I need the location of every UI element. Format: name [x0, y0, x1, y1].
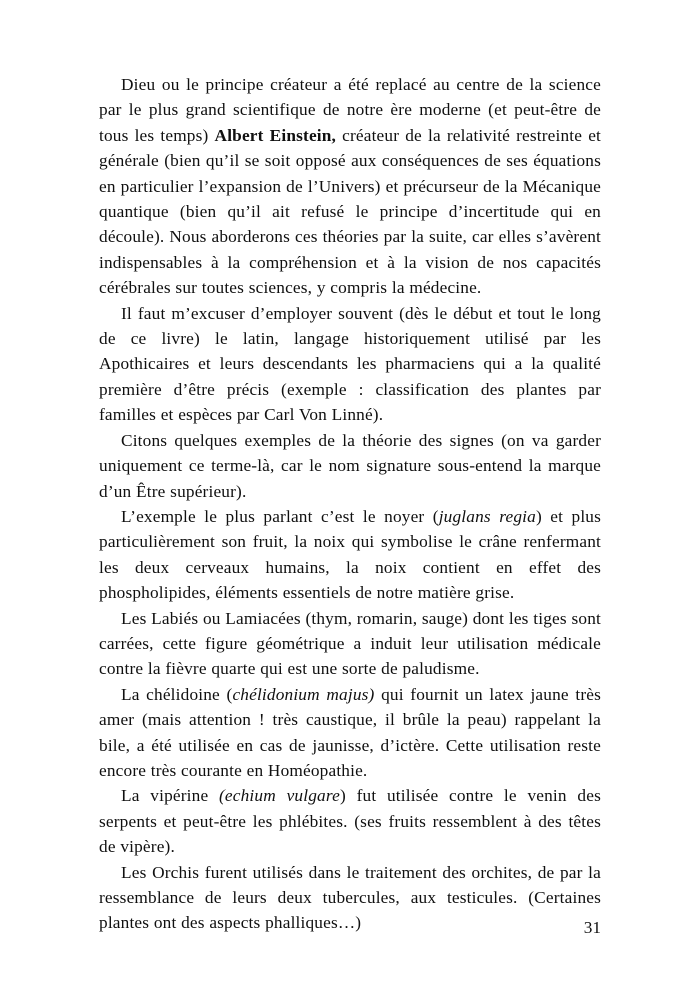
text-run: Citons quelques exemples de la théorie des signes (on va garder uniquement ce terme-là, car le nom signature sous-entend la marque d’un Être supérieur). [99, 430, 601, 501]
text-run: ) et plus particulièrement son fruit, la noix qui symbolise le crâne renfermant les deux cerveaux humains, la noix contient en effet des phospholipides, éléments essentiels de notre matière grise. [99, 506, 602, 603]
text-run: Dieu ou le principe créateur a été replacé au centre de la science par le plus grand scientifique de notre ère moderne (et peut-être de tous les temps) [99, 75, 601, 145]
emphasis-italic: juglans regia [438, 506, 536, 526]
paragraph-1 [99, 72, 601, 301]
page-number: 31 [583, 918, 601, 937]
emphasis-italic: chélidonium majus) [232, 684, 375, 704]
paragraph-2 [99, 301, 601, 428]
text-run: La vipérine [121, 786, 219, 806]
text-run: ) fut utilisée contre le venin des serpents et peut-être les phlébites. (ses fruits ressemblent à des têtes de vipère). [99, 786, 601, 857]
text-run: créateur de la relativité restreinte et générale (bien qu’il se soit opposé aux conséquences de ses équations en particulier l’expansion de l’Univers) et précurseur de la Mécanique quantique (bien qu’il ait refusé le principe d’incertitude qui en découle). Nous aborderons ces théories par la suite, car elles s’avèrent indispensables à la compréhension et à la vision de nos capacités cérébrales sur toutes sciences, y compris la médecine. [99, 125, 602, 298]
text-run: La chélidoine ( [121, 684, 233, 704]
paragraph-6 [99, 682, 601, 784]
paragraph-4 [99, 504, 601, 606]
text-run: qui fournit un latex jaune très amer (mais attention ! très caustique, il brûle la peau) rappelant la bile, a été utilisée en cas de jaunisse, d’ictère. Cette utilisation reste encore très courante en Homéopathie. [99, 684, 601, 780]
text-run: Les Orchis furent utilisés dans le traitement des orchites, de par la ressemblance de leurs deux tubercules, aux testicules. (Certaines plantes ont des aspects phalliques…) [99, 862, 601, 933]
text-run: Il faut m’excuser d’employer souvent (dès le début et tout le long de ce livre) le latin, langage historiquement utilisé par les Apothicaires et leurs descendants les pharmaciens qui a la qualité première d’être précis (exemple : classification des plantes par familles et espèces par Carl Von Linné). [99, 303, 601, 425]
emphasis-italic: (echium vulgare [219, 786, 340, 806]
paragraph-7 [99, 783, 601, 859]
emphasis-bold: Albert Einstein, [214, 125, 337, 145]
paragraph-5 [99, 606, 601, 682]
paragraph-3 [99, 428, 601, 504]
text-run: Les Labiés ou Lamiacées (thym, romarin, sauge) dont les tiges sont carrées, cette figure géométrique a induit leur utilisation médicale contre la fièvre quarte qui est une sorte de paludisme. [99, 608, 601, 679]
body-text-column [99, 72, 601, 936]
text-run: L’exemple le plus parlant c’est le noyer ( [121, 506, 439, 526]
